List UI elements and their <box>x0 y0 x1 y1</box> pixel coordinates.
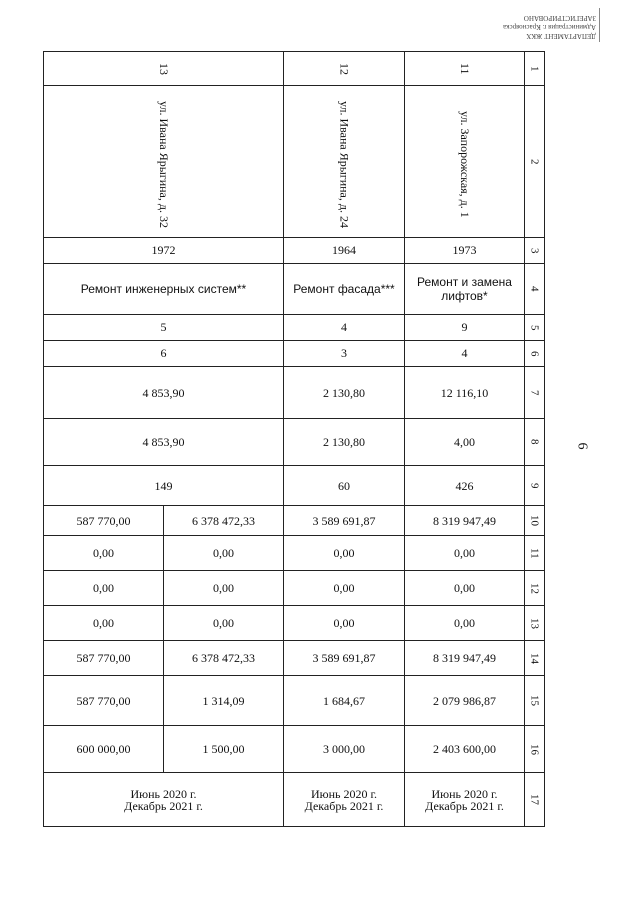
table-row <box>44 676 545 726</box>
col11-r10: 8 319 947,49 <box>405 506 525 536</box>
col11-r6: 4 <box>405 341 525 367</box>
col12-r5: 4 <box>284 315 405 341</box>
col12-address: ул. Ивана Ярыгина, д. 24 <box>284 86 405 238</box>
row-number: 15 <box>525 676 545 726</box>
table-row <box>44 86 545 238</box>
col12-year: 1964 <box>284 238 405 264</box>
col13b-r12: 0,00 <box>44 571 164 606</box>
col12-r13: 0,00 <box>284 606 405 641</box>
col11-r12: 0,00 <box>405 571 525 606</box>
row-number: 16 <box>525 726 545 773</box>
col11-r7: 12 116,10 <box>405 367 525 419</box>
col11-r5: 9 <box>405 315 525 341</box>
row-number: 12 <box>525 571 545 606</box>
col13-work-type: Ремонт инженерных систем** <box>44 264 284 315</box>
col13b-r15: 587 770,00 <box>44 676 164 726</box>
col13a-r16: 1 500,00 <box>164 726 284 773</box>
stamp-line-3: ЗАРЕГИСТРИРОВАНО <box>523 14 596 22</box>
col11-r16: 2 403 600,00 <box>405 726 525 773</box>
col13a-r13: 0,00 <box>164 606 284 641</box>
table-row <box>44 571 545 606</box>
row-number: 9 <box>525 466 545 506</box>
col12-r15: 1 684,67 <box>284 676 405 726</box>
col11-work-type: Ремонт и замена лифтов* <box>405 264 525 315</box>
col13a-r12: 0,00 <box>164 571 284 606</box>
col13b-r11: 0,00 <box>44 536 164 571</box>
table-row <box>44 52 545 86</box>
col12-r9: 60 <box>284 466 405 506</box>
col12-r17 <box>284 773 405 827</box>
col12-r14: 3 589 691,87 <box>284 641 405 676</box>
table-row <box>44 606 545 641</box>
col11-r13: 0,00 <box>405 606 525 641</box>
col12-r7: 2 130,80 <box>284 367 405 419</box>
page-number: 6 <box>574 442 590 450</box>
col13b-r13: 0,00 <box>44 606 164 641</box>
col11-r15: 2 079 986,87 <box>405 676 525 726</box>
row-number: 10 <box>525 506 545 536</box>
col13-address: ул. Ивана Ярыгина, д. 32 <box>44 86 284 238</box>
col12-r10: 3 589 691,87 <box>284 506 405 536</box>
row-number: 13 <box>525 606 545 641</box>
col12-r6: 3 <box>284 341 405 367</box>
table-row <box>44 641 545 676</box>
col11-number: 11 <box>405 52 525 86</box>
row-number: 4 <box>525 264 545 315</box>
col11-start: Июнь 2020 г. <box>431 786 498 801</box>
col13a-r15: 1 314,09 <box>164 676 284 726</box>
row-number: 17 <box>525 773 545 827</box>
row-number: 7 <box>525 367 545 419</box>
repair-schedule-table <box>43 51 545 827</box>
col11-year: 1973 <box>405 238 525 264</box>
col13-number: 13 <box>44 52 284 86</box>
col13-r8: 4 853,90 <box>44 419 284 466</box>
stamp-line-2: Администрация г. Красноярска <box>503 23 596 31</box>
table-row <box>44 466 545 506</box>
table-row <box>44 238 545 264</box>
col13-year: 1972 <box>44 238 284 264</box>
col11-address: ул. Запорожская, д. 1 <box>405 86 525 238</box>
registration-stamp <box>488 8 600 42</box>
stamp-line-1: ДЕПАРТАМЕНТ ЖКХ <box>526 32 596 40</box>
col13a-r14: 6 378 472,33 <box>164 641 284 676</box>
col13-r9: 149 <box>44 466 284 506</box>
col12-r8: 2 130,80 <box>284 419 405 466</box>
col12-r16: 3 000,00 <box>284 726 405 773</box>
col13b-r10: 587 770,00 <box>44 506 164 536</box>
col12-end: Декабрь 2021 г. <box>304 798 384 813</box>
row-number: 6 <box>525 341 545 367</box>
col12-r12: 0,00 <box>284 571 405 606</box>
col13-r6: 6 <box>44 341 284 367</box>
col12-number: 12 <box>284 52 405 86</box>
col13-r5: 5 <box>44 315 284 341</box>
col11-r14: 8 319 947,49 <box>405 641 525 676</box>
row-number: 5 <box>525 315 545 341</box>
table-row <box>44 726 545 773</box>
table-row <box>44 315 545 341</box>
col13b-r14: 587 770,00 <box>44 641 164 676</box>
table-row <box>44 506 545 536</box>
col13a-r10: 6 378 472,33 <box>164 506 284 536</box>
col12-start: Июнь 2020 г. <box>310 786 378 801</box>
col11-r11: 0,00 <box>405 536 525 571</box>
table-row <box>44 341 545 367</box>
col13b-r16: 600 000,00 <box>44 726 164 773</box>
col13-end: Декабрь 2021 г. <box>124 798 203 813</box>
table-row <box>44 264 545 315</box>
table-row <box>44 536 545 571</box>
col11-end: Декабрь 2021 г. <box>425 798 504 813</box>
table-row <box>44 367 545 419</box>
col13-r17 <box>44 773 284 827</box>
col12-r11: 0,00 <box>284 536 405 571</box>
col13-r7: 4 853,90 <box>44 367 284 419</box>
row-number: 1 <box>525 52 545 86</box>
col13-start: Июнь 2020 г. <box>130 786 197 801</box>
col11-r17 <box>405 773 525 827</box>
row-number: 8 <box>525 419 545 466</box>
row-number: 2 <box>525 86 545 238</box>
row-number: 11 <box>525 536 545 571</box>
table-row <box>44 419 545 466</box>
col12-work-type: Ремонт фасада*** <box>284 264 405 315</box>
col11-r9: 426 <box>405 466 525 506</box>
col13a-r11: 0,00 <box>164 536 284 571</box>
row-number: 14 <box>525 641 545 676</box>
col11-r8: 4,00 <box>405 419 525 466</box>
table-row <box>44 773 545 827</box>
row-number: 3 <box>525 238 545 264</box>
